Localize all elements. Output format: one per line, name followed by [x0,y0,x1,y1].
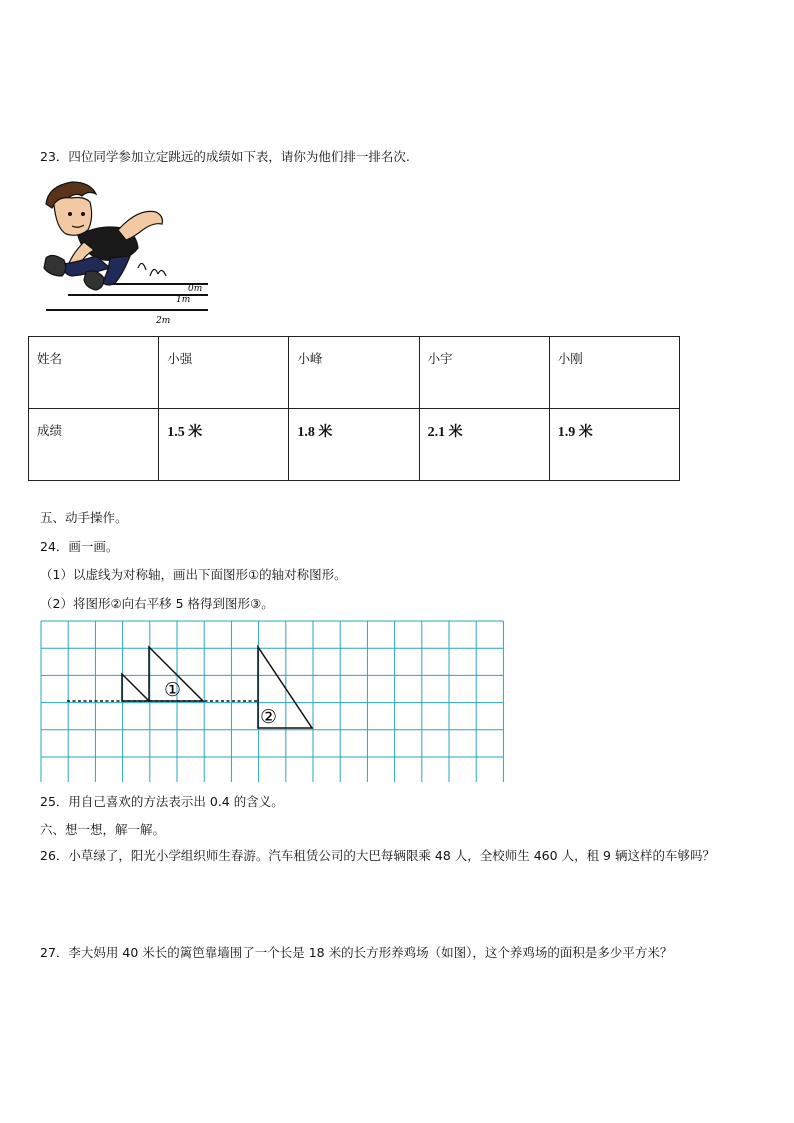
label-0m: 0m [188,284,203,294]
label-2m: 2m [156,316,171,326]
table-cell: 1.5 米 [159,409,289,481]
table-cell: 小峰 [289,337,419,409]
question-24-title: 24．画一画。 [40,539,119,554]
table-cell: 小强 [159,337,289,409]
table-cell: 姓名 [29,337,159,409]
shape-2-label: ② [260,706,278,728]
table-cell: 1.9 米 [549,409,679,481]
question-26-text: 26．小草绿了，阳光小学组织师生春游。汽车租赁公司的大巴每辆限乘 48 人，全校师生 460 人，租 9 辆这样的车够吗？ [40,848,715,863]
grid-canvas [40,620,506,782]
jumping-boy [44,182,162,290]
table-row-scores [29,409,680,481]
question-23-text: 23．四位同学参加立定跳远的成绩如下表，请你为他们排一排名次. [40,149,410,164]
score-table [28,336,680,481]
question-25-text: 25．用自己喜欢的方法表示出 0.4 的含义。 [40,794,284,809]
section-5-heading: 五、动手操作。 [40,510,128,525]
section-6-heading: 六、想一想，解一解。 [40,822,166,837]
table-cell: 2.1 米 [419,409,549,481]
table-cell: 小刚 [549,337,679,409]
table-cell: 1.8 米 [289,409,419,481]
table-row-names [29,337,680,409]
question-24-part-1: （1）以虚线为对称轴，画出下面图形①的轴对称图形。 [40,567,347,582]
question-24-part-2: （2）将图形②向右平移 5 格得到图形③。 [40,596,274,611]
table-cell: 小宇 [419,337,549,409]
drawing-grid [40,620,506,782]
shape-1-small-triangle [122,674,149,701]
dust-marks [138,263,166,276]
label-1m: 1m [176,295,191,305]
grid-lines [41,621,503,782]
table-cell: 成绩 [29,409,159,481]
long-jump-illustration [38,178,218,328]
question-27-text: 27．李大妈用 40 米长的篱笆靠墙围了一个长是 18 米的长方形养鸡场（如图），这个养鸡场的面积是多少平方米？ [40,945,673,960]
shape-1-label: ① [164,679,182,701]
